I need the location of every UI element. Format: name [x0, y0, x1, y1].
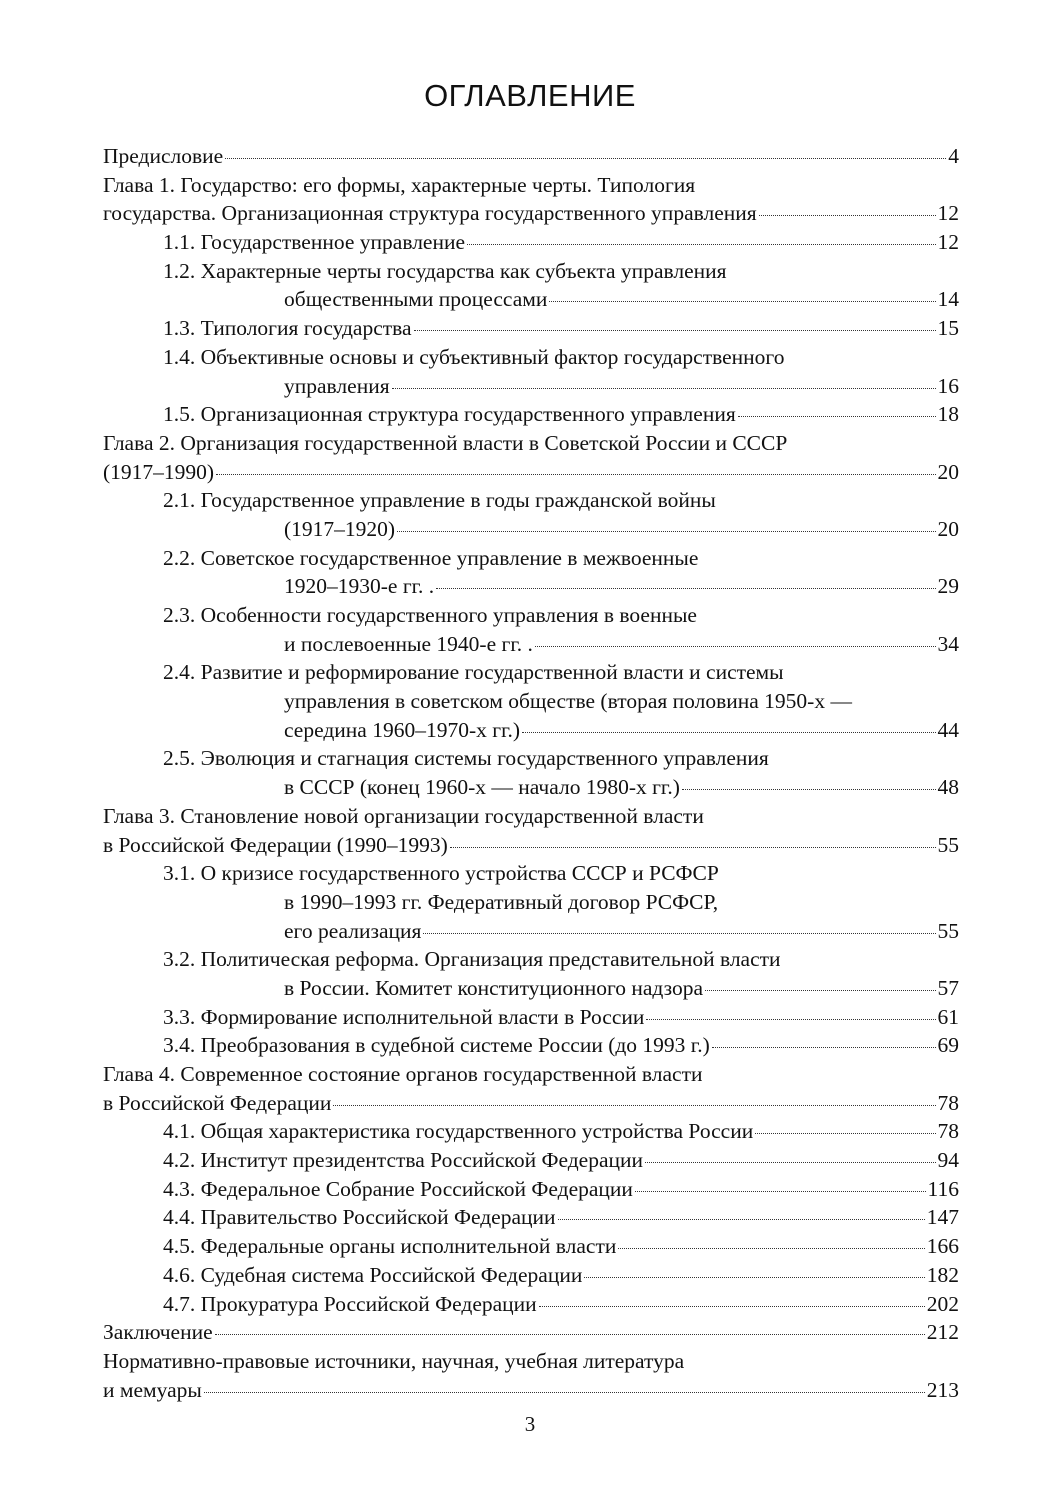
toc-page-number: 55	[937, 918, 959, 943]
dot-leader	[204, 1392, 925, 1393]
toc-page-number: 16	[937, 373, 959, 398]
dot-leader	[215, 1334, 925, 1335]
dot-leader	[423, 933, 935, 934]
toc-page-number: 44	[937, 717, 959, 742]
toc-entry-line	[163, 744, 959, 773]
dot-leader	[618, 1248, 924, 1249]
toc-entry-line	[103, 1060, 959, 1089]
toc-page-number: 20	[937, 459, 959, 484]
toc-section-entry[interactable]	[103, 343, 959, 400]
dot-leader	[467, 244, 935, 245]
toc-entry-line	[163, 859, 959, 888]
toc-entry-line	[163, 314, 959, 343]
toc-entry-line	[163, 343, 959, 372]
toc-section-entry[interactable]	[103, 859, 959, 945]
toc-entry-line	[163, 1146, 959, 1175]
toc-section-entry[interactable]	[103, 1203, 959, 1232]
toc-section-entry[interactable]	[103, 744, 959, 801]
toc-entry-line	[163, 888, 959, 917]
toc-section-entry[interactable]	[103, 1146, 959, 1175]
dot-leader	[645, 1162, 935, 1163]
toc-page-number: 202	[926, 1291, 959, 1316]
toc-entry-line	[103, 1089, 959, 1118]
toc-section-entry[interactable]	[103, 601, 959, 658]
dot-leader	[392, 388, 936, 389]
toc-entry-line	[103, 831, 959, 860]
toc-page-number: 48	[937, 775, 959, 800]
toc-entry-line	[103, 171, 959, 200]
toc-section-entry[interactable]	[103, 658, 959, 744]
dot-leader	[333, 1105, 935, 1106]
toc-page-number: 55	[937, 832, 959, 857]
dot-leader	[759, 215, 936, 216]
toc-section-entry[interactable]	[103, 1232, 959, 1261]
toc-entry-line	[163, 630, 959, 659]
toc-entry-line	[163, 1175, 959, 1204]
toc-entry-title: в 1990–1993 гг. Федеративный договор РСФСР,	[284, 889, 719, 914]
toc-entry-title: 1.1. Государственное управление	[163, 230, 466, 255]
page-number: 3	[524, 1412, 536, 1436]
toc-entry-title: в России. Комитет конституционного надзора	[284, 975, 704, 1000]
dot-leader	[584, 1277, 924, 1278]
dot-leader	[522, 732, 935, 733]
toc-entry-line	[163, 228, 959, 257]
dot-leader	[755, 1133, 935, 1134]
dot-leader	[682, 789, 936, 790]
toc-entry-line	[103, 1376, 959, 1405]
toc-entry-line	[163, 1031, 959, 1060]
toc-chapter-entry[interactable]	[103, 1060, 959, 1117]
toc-chapter-entry[interactable]	[103, 802, 959, 859]
toc-entry-line	[163, 400, 959, 429]
dot-leader	[646, 1019, 935, 1020]
dot-leader	[705, 990, 935, 991]
toc-entry-title: 2.5. Эволюция и стагнация системы государственного управления	[163, 746, 769, 771]
toc-chapter-entry[interactable]	[103, 1347, 959, 1404]
toc-entry-title: 4.5. Федеральные органы исполнительной власти	[163, 1234, 617, 1259]
toc-entry-line	[103, 142, 959, 171]
toc-page-number: 12	[937, 201, 959, 226]
toc-chapter-entry[interactable]	[103, 142, 959, 171]
dot-leader	[225, 158, 946, 159]
toc-entry-line	[163, 257, 959, 286]
toc-entry-title: 4.1. Общая характеристика государственного устройства России	[163, 1119, 754, 1144]
toc-page-number: 182	[926, 1262, 959, 1287]
toc-entry-title: 2.3. Особенности государственного управления в военные	[163, 603, 697, 627]
toc-entry-line	[163, 1290, 959, 1319]
toc-entry-line	[163, 601, 959, 630]
toc-entry-title: общественными процессами	[284, 287, 548, 312]
dot-leader	[539, 1306, 925, 1307]
toc-entry-title: 2.1. Государственное управление в годы гражданской войны	[163, 488, 716, 513]
toc-entry-title: (1917–1920)	[284, 516, 396, 541]
toc-page-number: 4	[948, 144, 959, 168]
toc-section-entry[interactable]	[103, 1261, 959, 1290]
toc-entry-title: 4.6. Судебная система Российской Федерации	[163, 1262, 583, 1287]
toc-entry-title: Глава 1. Государство: его формы, характерные черты. Типология	[103, 172, 696, 197]
toc-entry-title: Нормативно-правовые источники, научная, учебная литература	[103, 1348, 685, 1373]
toc-entry-title: середина 1960–1970-х гг.)	[284, 717, 521, 742]
toc-entry-title: 3.1. О кризисе государственного устройства СССР и РСФСР	[163, 861, 719, 886]
toc-entry-line	[163, 572, 959, 601]
toc-entry-title: 1920–1930-е гг. .	[284, 574, 435, 599]
dot-leader	[558, 1219, 925, 1220]
toc-section-entry[interactable]	[103, 400, 959, 429]
toc-entry-line	[163, 515, 959, 544]
toc-entry-line	[103, 1318, 959, 1347]
toc-page-number: 18	[937, 402, 959, 427]
toc-entry-title: 3.3. Формирование исполнительной власти в России	[163, 1004, 645, 1029]
toc-entry-line	[163, 544, 959, 573]
toc-entry-title: и мемуары	[103, 1377, 202, 1402]
toc-section-entry[interactable]	[103, 544, 959, 601]
toc-entry-title: управления	[284, 373, 390, 398]
toc-entry-line	[163, 917, 959, 946]
toc-page-number: 20	[937, 516, 959, 541]
toc-entry-title: 4.4. Правительство Российской Федерации	[163, 1205, 556, 1230]
toc-section-entry[interactable]	[103, 228, 959, 257]
dot-leader	[397, 531, 935, 532]
toc-entry-title: 1.2. Характерные черты государства как субъекта управления	[163, 258, 727, 283]
toc-entry-line	[163, 1232, 959, 1261]
page-title: ОГЛАВЛЕНИЕ	[424, 78, 636, 113]
toc-section-entry[interactable]	[103, 314, 959, 343]
toc-page-number: 14	[937, 287, 959, 312]
toc-entry-line	[163, 372, 959, 401]
dot-leader	[216, 474, 935, 475]
toc-entry-line	[163, 1203, 959, 1232]
toc-page-number: 34	[937, 631, 959, 656]
toc-entry-title: Глава 2. Организация государственной власти в Советской России и СССР	[103, 430, 788, 455]
toc-entry-title: и послевоенные 1940-е гг. .	[284, 631, 533, 656]
toc-entry-title: Предисловие	[103, 144, 224, 168]
toc-entry-line	[163, 1117, 959, 1146]
toc-entry-line	[163, 773, 959, 802]
toc-entry-title: государства. Организационная структура государственного управления	[103, 201, 757, 226]
toc-page-number: 57	[937, 975, 959, 1000]
toc-section-entry[interactable]	[103, 1117, 959, 1146]
toc-page-number: 94	[937, 1148, 959, 1173]
toc-section-entry[interactable]	[103, 257, 959, 314]
toc-page-number: 69	[937, 1033, 959, 1058]
toc-page-number: 212	[926, 1320, 959, 1345]
dot-leader	[436, 588, 935, 589]
toc-entry-title: 2.4. Развитие и реформирование государственной власти и системы	[163, 660, 784, 685]
toc-entry-title: 1.3. Типология государства	[163, 316, 412, 341]
toc-entry-title: 3.2. Политическая реформа. Организация представительной власти	[163, 947, 781, 972]
toc-chapter-entry[interactable]	[103, 171, 959, 228]
toc-entry-title: Заключение	[103, 1320, 213, 1345]
toc-entry-line	[103, 1347, 959, 1376]
dot-leader	[450, 847, 936, 848]
toc-entry-line	[163, 945, 959, 974]
dot-leader	[712, 1047, 936, 1048]
toc-entry-title: 4.2. Институт президентства Российской Федерации	[163, 1148, 644, 1173]
toc-section-entry[interactable]	[103, 945, 959, 1002]
toc-section-entry[interactable]	[103, 1175, 959, 1204]
toc-entry-line	[163, 1261, 959, 1290]
toc-page-number: 166	[926, 1234, 959, 1259]
toc-entry-title: его реализация	[284, 918, 422, 943]
toc-page-number: 78	[937, 1119, 959, 1144]
toc-entry-line	[103, 458, 959, 487]
toc-chapter-entry[interactable]	[103, 429, 959, 486]
toc-section-entry[interactable]	[103, 1290, 959, 1319]
toc-entry-line	[103, 802, 959, 831]
dot-leader	[535, 646, 936, 647]
toc-entry-line	[163, 486, 959, 515]
toc-page-number: 78	[937, 1090, 959, 1115]
toc-page-number: 213	[926, 1377, 959, 1402]
toc-section-entry[interactable]	[103, 1031, 959, 1060]
toc-entry-line	[163, 974, 959, 1003]
toc-entry-title: 4.3. Федеральное Собрание Российской Федерации	[163, 1176, 633, 1201]
toc-page-number: 116	[927, 1176, 959, 1201]
toc-entry-line	[163, 285, 959, 314]
toc-entry-line	[163, 716, 959, 745]
toc-chapter-entry[interactable]	[103, 1318, 959, 1347]
toc-entry-title: Глава 4. Современное состояние органов государственной власти	[103, 1062, 703, 1086]
toc-entry-title: в Российской Федерации	[103, 1090, 332, 1115]
toc-entry-title: 2.2. Советское государственное управление в межвоенные	[163, 545, 699, 570]
dot-leader	[635, 1191, 926, 1192]
dot-leader	[738, 416, 936, 417]
toc-section-entry[interactable]	[103, 1003, 959, 1032]
toc-entry-title: в СССР (конец 1960-х — начало 1980-х гг.)	[284, 775, 680, 800]
dot-leader	[549, 301, 935, 302]
toc-page-number: 12	[937, 230, 959, 255]
toc-entry-line	[163, 658, 959, 687]
toc-entry-title: управления в советском обществе (вторая половина 1950-х —	[284, 689, 852, 714]
toc-page-number: 147	[926, 1205, 959, 1230]
toc-page-number: 29	[937, 574, 959, 599]
toc-entry-line	[103, 429, 959, 458]
toc-section-entry[interactable]	[103, 486, 959, 543]
toc-entry-title: в Российской Федерации (1990–1993)	[103, 832, 448, 857]
toc-entry-line	[163, 1003, 959, 1032]
toc-entry-title: 4.7. Прокуратура Российской Федерации	[163, 1291, 537, 1316]
dot-leader	[414, 330, 936, 331]
toc-entry-line	[163, 687, 959, 716]
toc-entry-line	[103, 199, 959, 228]
toc-entry-title: 1.4. Объективные основы и субъективный фактор государственного	[163, 344, 785, 369]
toc-entry-title: 3.4. Преобразования в судебной системе России (до 1993 г.)	[163, 1033, 710, 1058]
toc-entry-title: 1.5. Организационная структура государственного управления	[163, 402, 736, 427]
table-of-contents	[103, 142, 959, 1404]
toc-entry-title: Глава 3. Становление новой организации государственной власти	[103, 803, 704, 828]
toc-page-number: 15	[937, 316, 959, 341]
toc-page-number: 61	[937, 1004, 959, 1029]
toc-entry-title: (1917–1990)	[103, 459, 215, 484]
